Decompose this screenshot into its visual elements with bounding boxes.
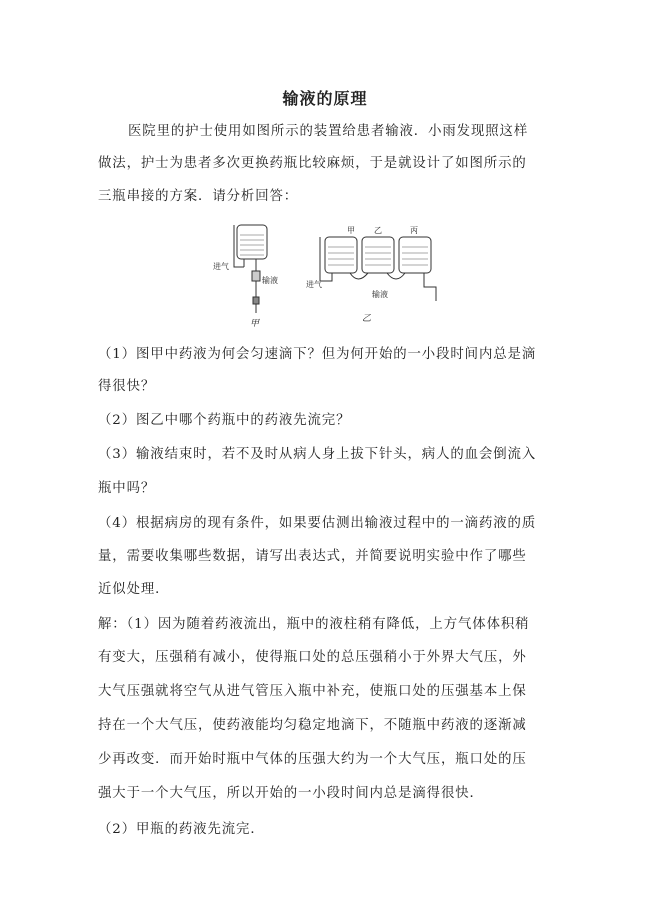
question-3-line: 瓶中吗？ <box>98 481 156 496</box>
connector-tube <box>350 273 368 279</box>
inlet-label: 进气 <box>306 280 322 289</box>
infusion-tube <box>424 273 436 301</box>
drip-chamber <box>252 271 260 281</box>
answer-line: 解：（1）因为随着药液流出，瓶中的液柱稍有降低，上方气体体积稍 <box>98 617 530 632</box>
question-2-line: （2）图乙中哪个药瓶中的药液先流完？ <box>98 413 351 428</box>
question-3-line: （3）输液结束时，若不及时从病人身上拔下针头，病人的血会倒流入 <box>98 447 537 462</box>
outlet-label: 输液 <box>372 290 388 299</box>
answer-line: 少再改变．而开始时瓶中气体的压强大约为一个大气压，瓶口处的压 <box>98 752 527 767</box>
intro-line: 做法，护士为患者多次更换药瓶比较麻烦，于是就设计了如图所示的 <box>98 156 527 171</box>
bottle-label: 甲 <box>347 226 355 235</box>
single-bottle-apparatus <box>234 225 267 313</box>
question-1-line: （1）图甲中药液为何会匀速滴下？但为何开始的一小段时间内总是滴 <box>98 347 537 362</box>
inlet-label: 进气 <box>213 262 229 271</box>
question-1-line: 得很快？ <box>98 379 156 394</box>
bottle-label: 乙 <box>374 226 382 235</box>
intro-line: 三瓶串接的方案．请分析回答： <box>98 189 299 204</box>
page-title: 输液的原理 <box>282 89 368 108</box>
outlet-label: 输液 <box>262 276 278 285</box>
flow-clamp <box>253 297 259 304</box>
bottle-c <box>399 237 431 273</box>
question-4-line: （4）根据病房的现有条件，如果要估测出输液过程中的一滴药液的质 <box>98 516 537 531</box>
iv-apparatus-figure <box>200 215 450 335</box>
answer-line: 持在一个大气压，使药液能均匀稳定地滴下，不随瓶中药液的逐渐减 <box>98 718 527 733</box>
intro-line: 医院里的护士使用如图所示的装置给患者输液．小雨发现照这样 <box>128 124 529 139</box>
connector-tube <box>387 273 405 279</box>
answer-line: （2）甲瓶的药液先流完． <box>98 822 265 837</box>
answer-line: 有变大，压强稍有减小，使得瓶口处的总压强稍小于外界大气压，外 <box>98 650 527 665</box>
air-inlet-tube <box>234 225 244 267</box>
answer-line: 大气压强就将空气从进气管压入瓶中补充，使瓶口处的压强基本上保 <box>98 684 527 699</box>
bottle-b <box>362 237 394 273</box>
question-4-line: 近似处理． <box>98 582 170 597</box>
figure-caption: 甲 <box>250 319 260 329</box>
bottle-label: 丙 <box>410 226 418 235</box>
bottle <box>237 225 267 259</box>
answer-line: 强大于一个大气压，所以开始的一小段时间内总是滴得很快． <box>98 786 484 801</box>
question-4-line: 量，需要收集哪些数据，请写出表达式，并简要说明实验中作了哪些 <box>98 549 527 564</box>
figure-caption: 乙 <box>362 314 372 324</box>
bottle-a <box>325 237 357 273</box>
